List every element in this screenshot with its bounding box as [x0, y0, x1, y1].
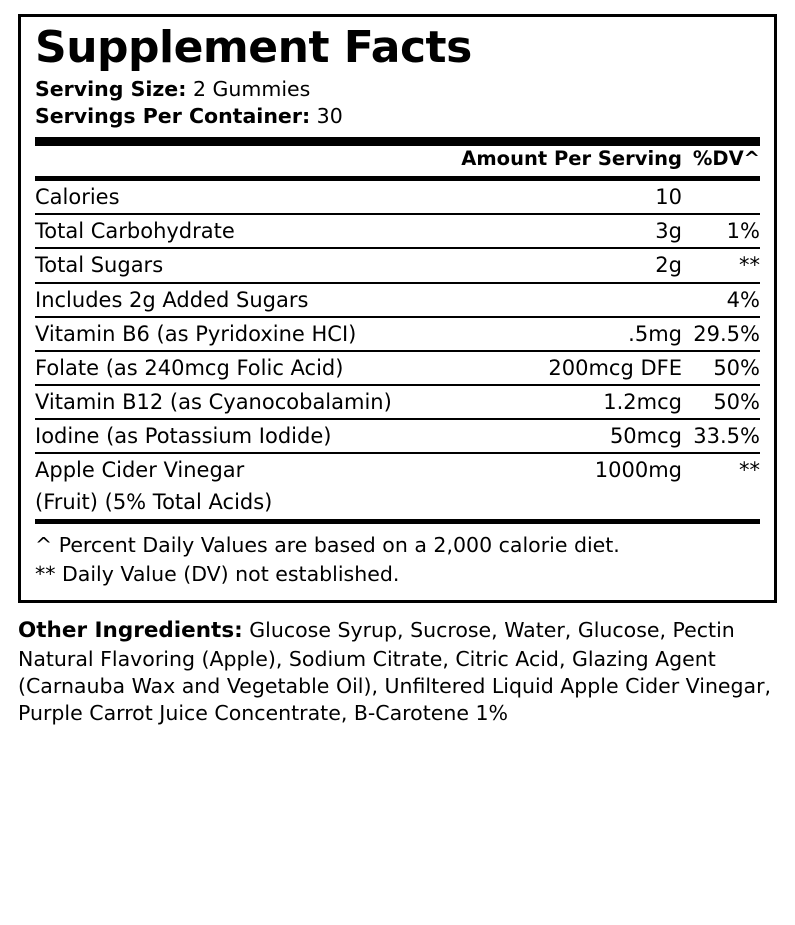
table-row [35, 283, 760, 317]
nutrient-amount [435, 486, 682, 518]
nutrient-dv: 50% [682, 385, 760, 419]
servings-per-container-value: 30 [316, 103, 343, 128]
other-ingredients [18, 617, 777, 727]
nutrient-amount: 10 [435, 179, 682, 215]
nutrient-name: Total Sugars [35, 248, 435, 282]
nutrient-dv: 50% [682, 351, 760, 385]
table-row [35, 179, 760, 215]
page-title: Supplement Facts [35, 22, 472, 73]
table-row [35, 385, 760, 419]
serving-size-value: 2 Gummies [192, 76, 311, 101]
footnote-dv-not-established: ** Daily Value (DV) not established. [35, 562, 400, 587]
nutrient-amount: 1000mg [435, 453, 682, 486]
nutrient-dv: 33.5% [682, 419, 760, 453]
nutrient-name: Vitamin B12 (as Cyanocobalamin) [35, 385, 435, 419]
table-row [35, 453, 760, 486]
nutrition-table [35, 146, 760, 519]
table-row [35, 419, 760, 453]
footnote-daily-values: ^ Percent Daily Values are based on a 2,000 calorie diet. [35, 532, 620, 557]
nutrient-name: Folate (as 240mcg Folic Acid) [35, 351, 435, 385]
table-row [35, 214, 760, 248]
serving-size-line [35, 76, 760, 103]
supplement-facts-panel [18, 14, 777, 603]
nutrient-dv: ** [682, 453, 760, 486]
nutrient-amount: .5mg [435, 317, 682, 351]
footnotes [35, 519, 760, 590]
nutrient-dv [682, 179, 760, 215]
table-row [35, 248, 760, 282]
table-header-row [35, 146, 760, 179]
servings-per-container-label: Servings Per Container: [35, 103, 311, 128]
nutrient-dv: ** [682, 248, 760, 282]
nutrient-name: (Fruit) (5% Total Acids) [35, 490, 273, 515]
amount-per-serving-header: Amount Per Serving [461, 146, 682, 170]
nutrient-amount: 3g [435, 214, 682, 248]
nutrient-amount [435, 283, 682, 317]
table-row [35, 317, 760, 351]
nutrient-dv: 1% [682, 214, 760, 248]
nutrient-name: Calories [35, 179, 435, 215]
table-row [35, 486, 760, 518]
other-ingredients-label: Other Ingredients: [18, 617, 243, 643]
nutrient-amount: 200mcg DFE [435, 351, 682, 385]
nutrient-amount: 50mcg [435, 419, 682, 453]
nutrient-dv [682, 486, 760, 518]
nutrient-dv: 4% [682, 283, 760, 317]
table-row [35, 351, 760, 385]
servings-per-container-line [35, 103, 760, 130]
nutrient-name: Total Carbohydrate [35, 214, 435, 248]
nutrient-name: Vitamin B6 (as Pyridoxine HCI) [35, 317, 435, 351]
nutrient-amount: 2g [435, 248, 682, 282]
serving-size-label: Serving Size: [35, 76, 187, 101]
header-spacer [35, 146, 435, 179]
nutrient-amount: 1.2mcg [435, 385, 682, 419]
daily-value-header: %DV^ [692, 146, 760, 170]
panel-divider-thick [35, 137, 760, 146]
nutrient-name: Includes 2g Added Sugars [35, 283, 435, 317]
other-ingredients-text: Glucose Syrup, Sucrose, Water, Glucose, Pectin Natural Flavoring (Apple), Sodium Citrate, Citric Acid, Glazing Agent (Carnauba Wax and Vegetable Oil), Unfiltered Liquid Apple Cider Vinegar, Purple Carrot Juice Concentrate, B-Carotene 1% [18, 617, 772, 726]
nutrient-name: Iodine (as Potassium Iodide) [35, 419, 435, 453]
nutrient-name: Apple Cider Vinegar [35, 453, 435, 486]
nutrient-dv: 29.5% [682, 317, 760, 351]
